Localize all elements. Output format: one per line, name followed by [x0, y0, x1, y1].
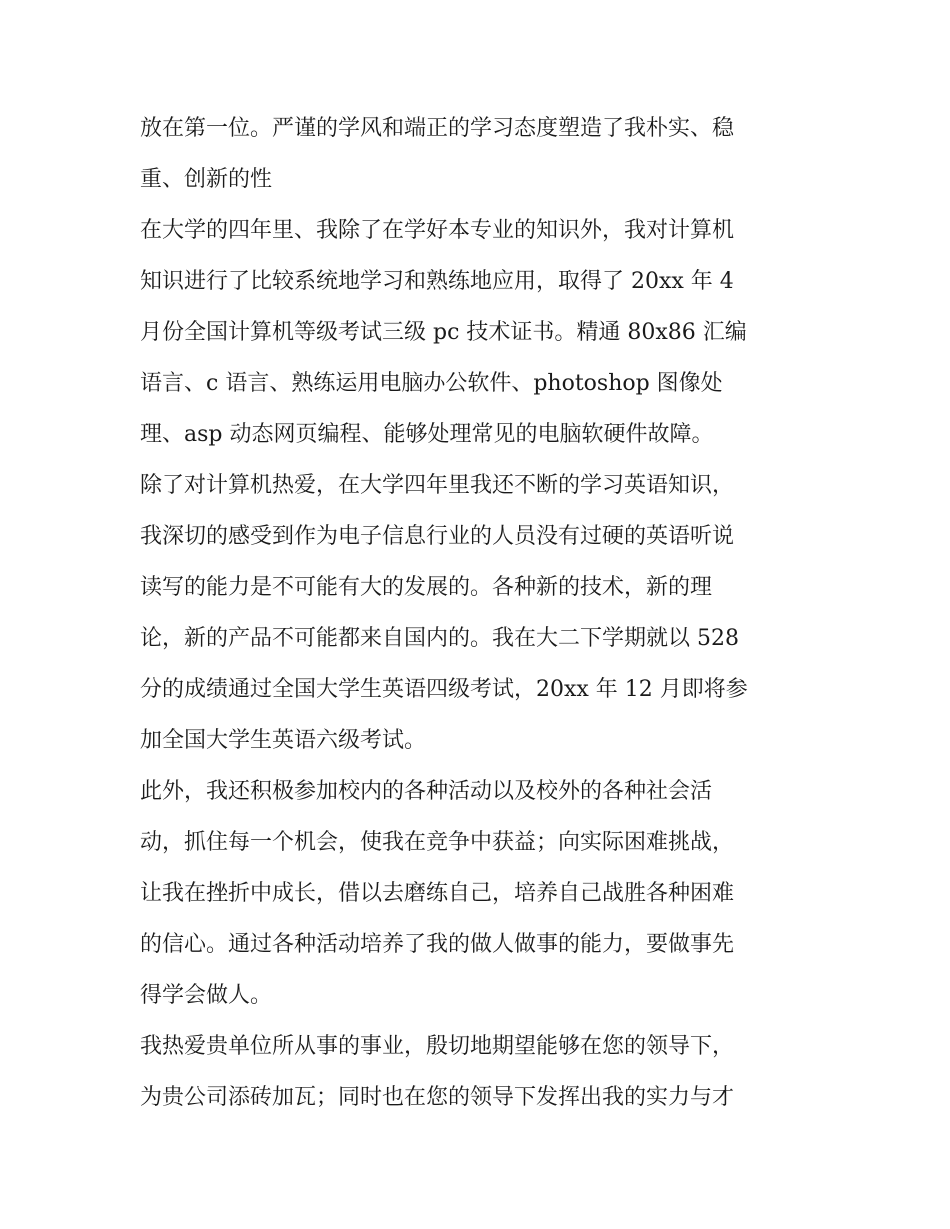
- text-line: 月份全国计算机等级考试三级 pc 技术证书。精通 80x86 汇编: [140, 320, 747, 345]
- text-line: 语言、c 语言、熟练运用电脑办公软件、photoshop 图像处: [140, 371, 723, 396]
- text-line: 动，抓住每一个机会，使我在竞争中获益；向实际困难挑战，: [140, 830, 735, 855]
- text-line: 知识进行了比较系统地学习和熟练地应用，取得了 20xx 年 4: [140, 269, 734, 294]
- text-line: 此外，我还积极参加校内的各种活动以及校外的各种社会活: [140, 779, 713, 804]
- document-body: [140, 103, 830, 1123]
- text-line: 分的成绩通过全国大学生英语四级考试，20xx 年 12 月即将参: [140, 677, 748, 702]
- text-line: 加全国大学生英语六级考试。: [140, 728, 427, 753]
- text-line: 放在第一位。严谨的学风和端正的学习态度塑造了我朴实、稳: [140, 116, 735, 141]
- text-line: 我深切的感受到作为电子信息行业的人员没有过硬的英语听说: [140, 524, 735, 549]
- text-line: 让我在挫折中成长，借以去磨练自己，培养自己战胜各种困难: [140, 881, 735, 906]
- text-line: 读写的能力是不可能有大的发展的。各种新的技术，新的理: [140, 575, 713, 600]
- text-line: 理、asp 动态网页编程、能够处理常见的电脑软硬件故障。: [140, 422, 714, 447]
- text-line: 除了对计算机热爱，在大学四年里我还不断的学习英语知识，: [140, 473, 735, 498]
- text-line: 在大学的四年里、我除了在学好本专业的知识外，我对计算机: [140, 218, 735, 243]
- text-line: 为贵公司添砖加瓦；同时也在您的领导下发挥出我的实力与才: [140, 1085, 735, 1110]
- text-line: 重、创新的性: [140, 167, 273, 192]
- text-line: 论，新的产品不可能都来自国内的。我在大二下学期就以 528: [140, 626, 739, 651]
- text-line: 得学会做人。: [140, 983, 273, 1008]
- text-line: 我热爱贵单位所从事的事业，殷切地期望能够在您的领导下，: [140, 1034, 735, 1059]
- text-line: 的信心。通过各种活动培养了我的做人做事的能力，要做事先: [140, 932, 735, 957]
